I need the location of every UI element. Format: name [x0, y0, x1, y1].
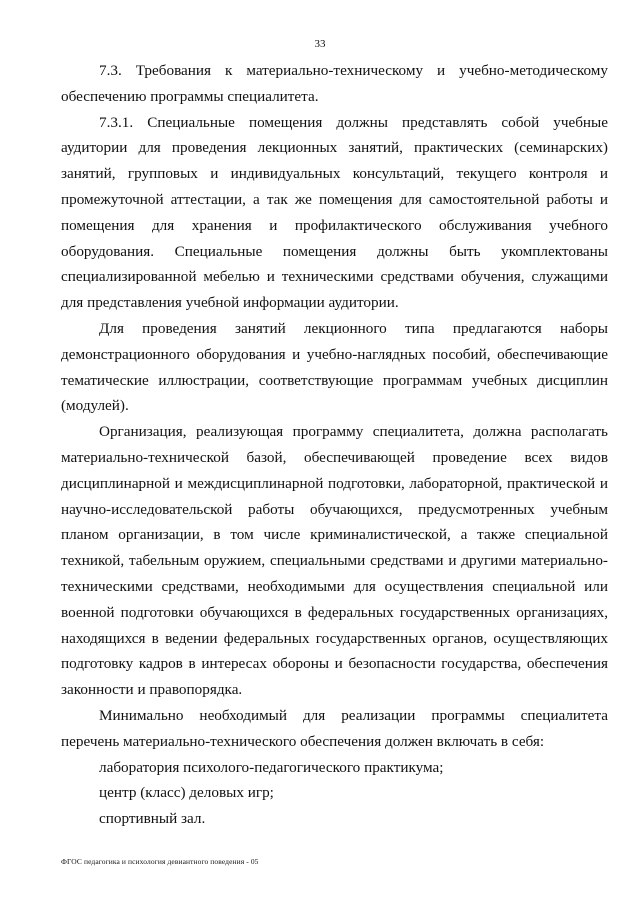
paragraph-lecture-equipment: Для проведения занятий лекционного типа предлагаются наборы демонстрационного оборудования и учебно-наглядных пособий, обеспечивающие тематические иллюстрации, соответствующие программам учебных дисциплин (модулей). [61, 319, 608, 415]
document-footer: ФГОС педагогика и психология девиантного поведения - 05 [61, 857, 259, 866]
paragraph-minimum-list-intro: Минимально необходимый для реализации программы специалитета перечень материально-технического обеспечения должен включать в себя: [61, 706, 608, 750]
paragraph-7-3-1: 7.3.1. Специальные помещения должны представлять собой учебные аудитории для проведения лекционных занятий, практических (семинарских) занятий, групповых и индивидуальных консультаций, текущего контроля и промежуточной аттестации, а так же помещения для самостоятельной работы и помещения для хранения и профилактического обслуживания учебного оборудования. Специальные помещения должны быть укомплектованы специализированной мебелью и техническими средствами обучения, служащими для представления учебной информации аудитории. [61, 113, 608, 312]
list-item: лаборатория психолого-педагогического практикума; [99, 758, 444, 776]
list-item: спортивный зал. [99, 810, 206, 828]
document-body [61, 58, 608, 832]
paragraph-material-base: Организация, реализующая программу специалитета, должна располагать материально-технической базой, обеспечивающей проведение всех видов дисциплинарной и междисциплинарной подготовки, лабораторной, практической и научно-исследовательской работы обучающихся, предусмотренных учебным планом организации, в том числе криминалистической, а также специальной техникой, табельным оружием, специальными средствами и другими материально-техническими средствами, необходимыми для осуществления специальной или военной подготовки обучающихся в федеральных государственных организациях, находящихся в ведении федеральных государственных органов, осуществляющих подготовку кадров в интересах обороны и безопасности государства, обеспечения законности и правопорядка. [61, 423, 608, 699]
page-number: 33 [314, 38, 326, 50]
list-item: центр (класс) деловых игр; [99, 784, 274, 802]
section-heading-7-3: 7.3. Требования к материально-техническому и учебно-методическому обеспечению программы специалитета. [61, 62, 608, 105]
